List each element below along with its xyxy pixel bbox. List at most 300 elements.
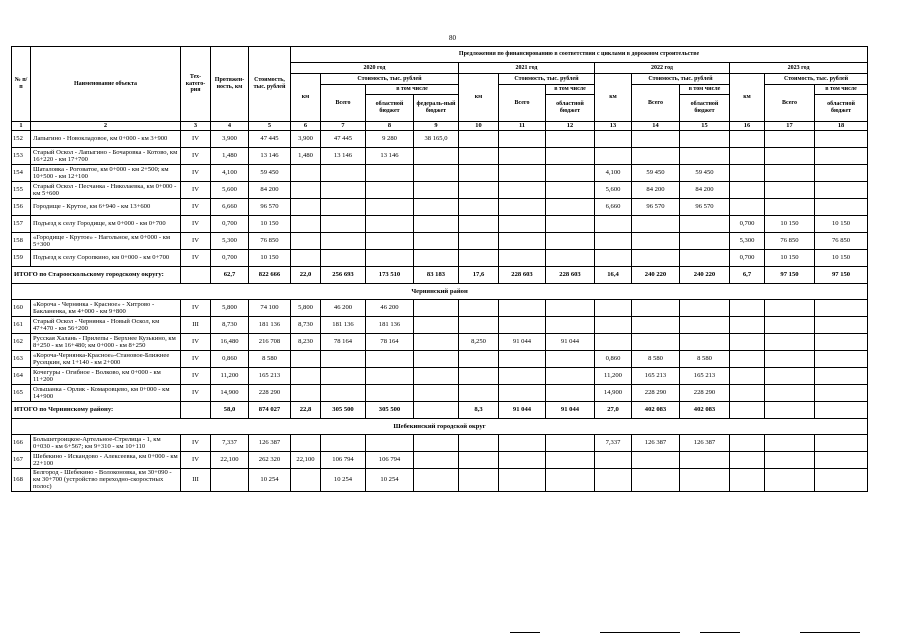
header-cost-label: Стоимость, тыс. рублей xyxy=(499,74,595,85)
table-cell xyxy=(730,385,765,402)
header-category: Тех-катего-рия xyxy=(181,47,211,122)
footer-rule xyxy=(700,632,740,633)
table-cell xyxy=(414,435,459,452)
section-title: Шебекинский городской округ xyxy=(12,419,868,435)
table-row xyxy=(12,165,868,182)
table-cell xyxy=(414,216,459,233)
table-cell xyxy=(680,300,730,317)
header-cost-label: Стоимость, тыс. рублей xyxy=(632,74,730,85)
table-cell xyxy=(595,250,632,267)
table-cell xyxy=(595,317,632,334)
table-row xyxy=(12,385,868,402)
table-cell: IV xyxy=(181,250,211,267)
table-cell xyxy=(459,300,499,317)
table-cell xyxy=(730,435,765,452)
table-cell: 8,230 xyxy=(291,334,321,351)
table-cell xyxy=(730,452,765,469)
table-cell xyxy=(815,148,868,165)
table-cell: IV xyxy=(181,435,211,452)
table-cell xyxy=(321,351,366,368)
total-cell: 228 603 xyxy=(546,267,595,284)
table-cell: 0,700 xyxy=(211,216,249,233)
table-cell xyxy=(730,300,765,317)
table-cell xyxy=(546,131,595,148)
object-name: Городище - Крутое, км 6+940 - км 13+600 xyxy=(31,199,181,216)
table-cell: 76 850 xyxy=(249,233,291,250)
table-cell: 74 100 xyxy=(249,300,291,317)
table-cell xyxy=(366,165,414,182)
table-cell: 84 200 xyxy=(632,182,680,199)
column-index: 14 xyxy=(632,122,680,131)
total-cell: 402 083 xyxy=(680,402,730,419)
section-header-row xyxy=(12,419,868,435)
table-header xyxy=(12,47,868,131)
table-cell xyxy=(765,165,815,182)
table-cell: 9 280 xyxy=(366,131,414,148)
table-cell: 165 213 xyxy=(680,368,730,385)
table-cell xyxy=(366,216,414,233)
table-cell xyxy=(546,216,595,233)
table-cell: 165 213 xyxy=(249,368,291,385)
table-cell xyxy=(632,250,680,267)
object-name: Старый Оскол - Лапыгино - Бочаровка - Котово, км 16+220 - км 17+700 xyxy=(31,148,181,165)
table-cell xyxy=(632,131,680,148)
table-cell: 1,480 xyxy=(291,148,321,165)
table-cell xyxy=(499,148,546,165)
table-cell: 0,860 xyxy=(595,351,632,368)
table-cell: IV xyxy=(181,148,211,165)
table-cell: IV xyxy=(181,233,211,250)
table-cell xyxy=(499,182,546,199)
table-cell xyxy=(366,385,414,402)
table-cell: 10 150 xyxy=(815,250,868,267)
header-regional: областной бюджет xyxy=(815,95,868,122)
table-cell xyxy=(291,182,321,199)
table-cell: 91 044 xyxy=(499,334,546,351)
table-cell: 10 254 xyxy=(366,469,414,492)
table-row xyxy=(12,250,868,267)
table-cell: 126 387 xyxy=(632,435,680,452)
table-cell xyxy=(499,469,546,492)
header-including: в том числе xyxy=(815,85,868,95)
section-header-row xyxy=(12,284,868,300)
header-km: км xyxy=(291,74,321,122)
table-cell xyxy=(730,351,765,368)
table-cell xyxy=(366,351,414,368)
table-cell: 96 570 xyxy=(680,199,730,216)
table-cell xyxy=(765,148,815,165)
table-cell: 13 146 xyxy=(249,148,291,165)
total-cell xyxy=(815,402,868,419)
object-name: Старый Оскол - Песчанка - Николаевка, км 0+000 - км 5+600 xyxy=(31,182,181,199)
table-cell xyxy=(414,300,459,317)
table-cell xyxy=(680,250,730,267)
column-index: 18 xyxy=(815,122,868,131)
table-cell xyxy=(366,250,414,267)
table-cell xyxy=(459,250,499,267)
table-cell xyxy=(546,368,595,385)
object-name: Ольшанка - Орлик - Комаровцево, км 0+000 - км 14+900 xyxy=(31,385,181,402)
table-cell: 181 136 xyxy=(366,317,414,334)
table-cell: 228 290 xyxy=(632,385,680,402)
table-cell: 1,480 xyxy=(211,148,249,165)
page-number: 80 xyxy=(449,34,456,42)
table-cell xyxy=(321,216,366,233)
total-cell xyxy=(730,402,765,419)
table-cell xyxy=(546,182,595,199)
table-cell xyxy=(815,165,868,182)
table-cell: 126 387 xyxy=(680,435,730,452)
table-cell: IV xyxy=(181,351,211,368)
table-cell xyxy=(546,452,595,469)
row-number: 152 xyxy=(12,131,31,148)
table-cell xyxy=(414,165,459,182)
table-cell xyxy=(546,469,595,492)
total-cell: 8,3 xyxy=(459,402,499,419)
total-cell: 6,7 xyxy=(730,267,765,284)
table-cell xyxy=(680,334,730,351)
total-row xyxy=(12,402,868,419)
table-cell xyxy=(546,233,595,250)
table-cell: IV xyxy=(181,199,211,216)
table-cell xyxy=(499,351,546,368)
object-name: Подъезд к селу Соропкино, км 0+000 - км 0+700 xyxy=(31,250,181,267)
table-cell xyxy=(815,452,868,469)
row-number: 164 xyxy=(12,368,31,385)
table-cell xyxy=(459,368,499,385)
table-cell xyxy=(459,131,499,148)
table-cell: 106 794 xyxy=(366,452,414,469)
table-cell: 3,900 xyxy=(291,131,321,148)
table-cell: 59 450 xyxy=(632,165,680,182)
total-cell: 97 150 xyxy=(815,267,868,284)
table-row xyxy=(12,233,868,250)
table-cell xyxy=(321,182,366,199)
footer-rule xyxy=(800,632,860,633)
table-cell xyxy=(730,199,765,216)
table-cell xyxy=(546,250,595,267)
table-row xyxy=(12,148,868,165)
table-cell: 7,337 xyxy=(211,435,249,452)
header-federal: федераль-ный бюджет xyxy=(414,95,459,122)
total-cell: 22,8 xyxy=(291,402,321,419)
table-cell xyxy=(730,182,765,199)
table-cell xyxy=(815,317,868,334)
table-cell xyxy=(291,368,321,385)
table-cell xyxy=(459,216,499,233)
table-cell xyxy=(459,182,499,199)
table-cell xyxy=(414,199,459,216)
table-cell xyxy=(291,250,321,267)
row-number: 155 xyxy=(12,182,31,199)
table-cell xyxy=(765,334,815,351)
table-cell: 5,300 xyxy=(730,233,765,250)
table-cell: 6,660 xyxy=(595,199,632,216)
table-cell xyxy=(632,334,680,351)
table-cell: 0,700 xyxy=(730,250,765,267)
header-regional: областной бюджет xyxy=(680,95,730,122)
table-cell: IV xyxy=(181,368,211,385)
row-number: 154 xyxy=(12,165,31,182)
total-cell xyxy=(414,402,459,419)
table-cell: 16,480 xyxy=(211,334,249,351)
column-index: 4 xyxy=(211,122,249,131)
table-cell xyxy=(499,250,546,267)
column-index: 3 xyxy=(181,122,211,131)
total-cell: 240 220 xyxy=(632,267,680,284)
table-cell xyxy=(595,452,632,469)
table-cell xyxy=(459,233,499,250)
table-cell xyxy=(459,452,499,469)
table-cell: 10 150 xyxy=(765,250,815,267)
row-number: 163 xyxy=(12,351,31,368)
table-cell: 47 445 xyxy=(321,131,366,148)
table-cell xyxy=(632,300,680,317)
total-cell: 16,4 xyxy=(595,267,632,284)
table-cell: IV xyxy=(181,165,211,182)
table-cell xyxy=(321,435,366,452)
table-cell: 13 146 xyxy=(366,148,414,165)
table-row xyxy=(12,131,868,148)
table-cell xyxy=(632,233,680,250)
table-cell: 8 580 xyxy=(632,351,680,368)
table-cell xyxy=(414,148,459,165)
table-cell xyxy=(595,300,632,317)
total-cell: 240 220 xyxy=(680,267,730,284)
table-cell xyxy=(499,452,546,469)
section-title: Чернянский район xyxy=(12,284,868,300)
total-cell: 62,7 xyxy=(211,267,249,284)
column-index: 9 xyxy=(414,122,459,131)
table-cell: 5,800 xyxy=(211,300,249,317)
table-cell xyxy=(815,300,868,317)
table-cell: 14,900 xyxy=(211,385,249,402)
table-cell xyxy=(459,351,499,368)
header-cost-label: Стоимость, тыс. рублей xyxy=(765,74,868,85)
table-cell xyxy=(414,233,459,250)
table-row xyxy=(12,300,868,317)
table-cell xyxy=(765,469,815,492)
table-cell: 5,800 xyxy=(291,300,321,317)
table-cell: 10 150 xyxy=(249,216,291,233)
table-cell xyxy=(366,199,414,216)
column-index: 5 xyxy=(249,122,291,131)
table-cell xyxy=(499,131,546,148)
row-number: 161 xyxy=(12,317,31,334)
object-name: Шебекино - Искандово - Алексеевка, км 0+000 - км 22+100 xyxy=(31,452,181,469)
table-cell xyxy=(730,334,765,351)
table-cell: 228 290 xyxy=(249,385,291,402)
column-index: 15 xyxy=(680,122,730,131)
table-cell xyxy=(499,385,546,402)
table-cell xyxy=(815,435,868,452)
total-cell: 822 666 xyxy=(249,267,291,284)
table-cell xyxy=(291,385,321,402)
table-cell xyxy=(414,385,459,402)
table-cell xyxy=(730,469,765,492)
header-cost: Стоимость, тыс. рублей xyxy=(249,47,291,122)
table-cell xyxy=(291,216,321,233)
table-cell: 96 570 xyxy=(632,199,680,216)
table-cell xyxy=(632,469,680,492)
table-cell xyxy=(459,469,499,492)
table-cell: 78 164 xyxy=(321,334,366,351)
table-cell: 10 150 xyxy=(815,216,868,233)
header-km: км xyxy=(730,74,765,122)
header-year-2023: 2023 год xyxy=(730,63,868,74)
header-length: Протяжен-ность, км xyxy=(211,47,249,122)
table-cell: IV xyxy=(181,452,211,469)
table-cell xyxy=(459,317,499,334)
table-cell xyxy=(291,233,321,250)
table-cell: IV xyxy=(181,216,211,233)
table-cell xyxy=(680,233,730,250)
column-index: 8 xyxy=(366,122,414,131)
table-cell xyxy=(291,199,321,216)
table-cell xyxy=(815,469,868,492)
table-cell xyxy=(366,368,414,385)
column-index: 10 xyxy=(459,122,499,131)
table-cell xyxy=(459,165,499,182)
table-cell: 8,250 xyxy=(459,334,499,351)
header-regional: областной бюджет xyxy=(366,95,414,122)
table-cell: 76 850 xyxy=(815,233,868,250)
table-cell xyxy=(765,452,815,469)
table-cell xyxy=(595,469,632,492)
object-name: Русская Халань - Прилепы - Верхнее Кузькино, км 8+250 - км 16+480; км 0+000 - км 8+250 xyxy=(31,334,181,351)
total-cell: 91 044 xyxy=(499,402,546,419)
table-cell xyxy=(680,469,730,492)
table-cell xyxy=(815,182,868,199)
table-cell: 5,600 xyxy=(211,182,249,199)
table-cell xyxy=(632,452,680,469)
row-number: 156 xyxy=(12,199,31,216)
table-cell xyxy=(765,351,815,368)
table-cell xyxy=(546,385,595,402)
table-cell xyxy=(321,368,366,385)
table-cell xyxy=(459,385,499,402)
table-row xyxy=(12,351,868,368)
table-cell: IV xyxy=(181,300,211,317)
total-cell: 22,0 xyxy=(291,267,321,284)
table-cell xyxy=(414,368,459,385)
table-cell xyxy=(321,385,366,402)
table-cell: 0,700 xyxy=(211,250,249,267)
table-cell xyxy=(291,351,321,368)
table-cell: 96 570 xyxy=(249,199,291,216)
table-cell: 8,730 xyxy=(291,317,321,334)
object-name: «Короча - Чернянка - Красное» - Хитрово - Бакланенка, км 4+000 - км 9+800 xyxy=(31,300,181,317)
table-cell xyxy=(546,148,595,165)
total-cell xyxy=(765,402,815,419)
table-cell xyxy=(366,182,414,199)
table-cell xyxy=(815,368,868,385)
total-label: ИТОГО по Старооскольскому городскому округу: xyxy=(12,267,181,284)
total-cell: 305 500 xyxy=(321,402,366,419)
row-number: 160 xyxy=(12,300,31,317)
table-cell: IV xyxy=(181,385,211,402)
table-cell xyxy=(730,148,765,165)
table-cell: 5,300 xyxy=(211,233,249,250)
table-cell: 59 450 xyxy=(249,165,291,182)
header-regional: областной бюджет xyxy=(546,95,595,122)
total-cell: 256 693 xyxy=(321,267,366,284)
table-cell xyxy=(546,351,595,368)
table-cell xyxy=(632,216,680,233)
column-index: 1 xyxy=(12,122,31,131)
table-cell: 84 200 xyxy=(680,182,730,199)
financing-table xyxy=(11,46,868,492)
table-cell: 3,900 xyxy=(211,131,249,148)
total-row xyxy=(12,267,868,284)
table-cell xyxy=(546,300,595,317)
table-cell xyxy=(595,216,632,233)
total-cell: 97 150 xyxy=(765,267,815,284)
table-cell: 10 254 xyxy=(249,469,291,492)
table-cell xyxy=(291,165,321,182)
table-cell: III xyxy=(181,469,211,492)
table-cell xyxy=(595,131,632,148)
table-cell xyxy=(499,435,546,452)
table-cell xyxy=(730,317,765,334)
table-cell xyxy=(499,317,546,334)
table-cell xyxy=(765,182,815,199)
table-cell: 106 794 xyxy=(321,452,366,469)
total-cell: 58,0 xyxy=(211,402,249,419)
header-total: Всего xyxy=(321,85,366,122)
header-total: Всего xyxy=(765,85,815,122)
header-including: в том числе xyxy=(546,85,595,95)
column-index: 16 xyxy=(730,122,765,131)
table-cell xyxy=(680,452,730,469)
total-cell xyxy=(181,267,211,284)
object-name: «Городище - Крутое» - Нагольное, км 0+000 - км 5+300 xyxy=(31,233,181,250)
table-cell xyxy=(765,131,815,148)
table-cell: 126 387 xyxy=(249,435,291,452)
object-name: «Короча-Чернянка-Красное»-Становое-Ближнее Русецкин, км 1+140 - км 2+000 xyxy=(31,351,181,368)
table-cell: 216 708 xyxy=(249,334,291,351)
table-cell xyxy=(730,368,765,385)
table-cell: 84 200 xyxy=(249,182,291,199)
table-cell: 22,100 xyxy=(291,452,321,469)
row-number: 157 xyxy=(12,216,31,233)
table-cell: 8 580 xyxy=(249,351,291,368)
table-row xyxy=(12,368,868,385)
table-cell xyxy=(730,165,765,182)
table-cell: 46 200 xyxy=(321,300,366,317)
header-km: км xyxy=(459,74,499,122)
column-index: 2 xyxy=(31,122,181,131)
total-cell xyxy=(181,402,211,419)
table-cell: III xyxy=(181,317,211,334)
header-km: км xyxy=(595,74,632,122)
total-cell: 91 044 xyxy=(546,402,595,419)
table-cell: 181 136 xyxy=(321,317,366,334)
header-name: Наименование объекта xyxy=(31,47,181,122)
table-row xyxy=(12,216,868,233)
table-cell xyxy=(632,317,680,334)
table-body xyxy=(12,131,868,492)
table-cell xyxy=(680,317,730,334)
table-cell: 13 146 xyxy=(321,148,366,165)
table-cell: 5,600 xyxy=(595,182,632,199)
table-cell xyxy=(459,199,499,216)
table-cell xyxy=(815,351,868,368)
table-cell xyxy=(595,148,632,165)
table-cell: 262 320 xyxy=(249,452,291,469)
table-cell xyxy=(321,165,366,182)
table-cell xyxy=(366,233,414,250)
